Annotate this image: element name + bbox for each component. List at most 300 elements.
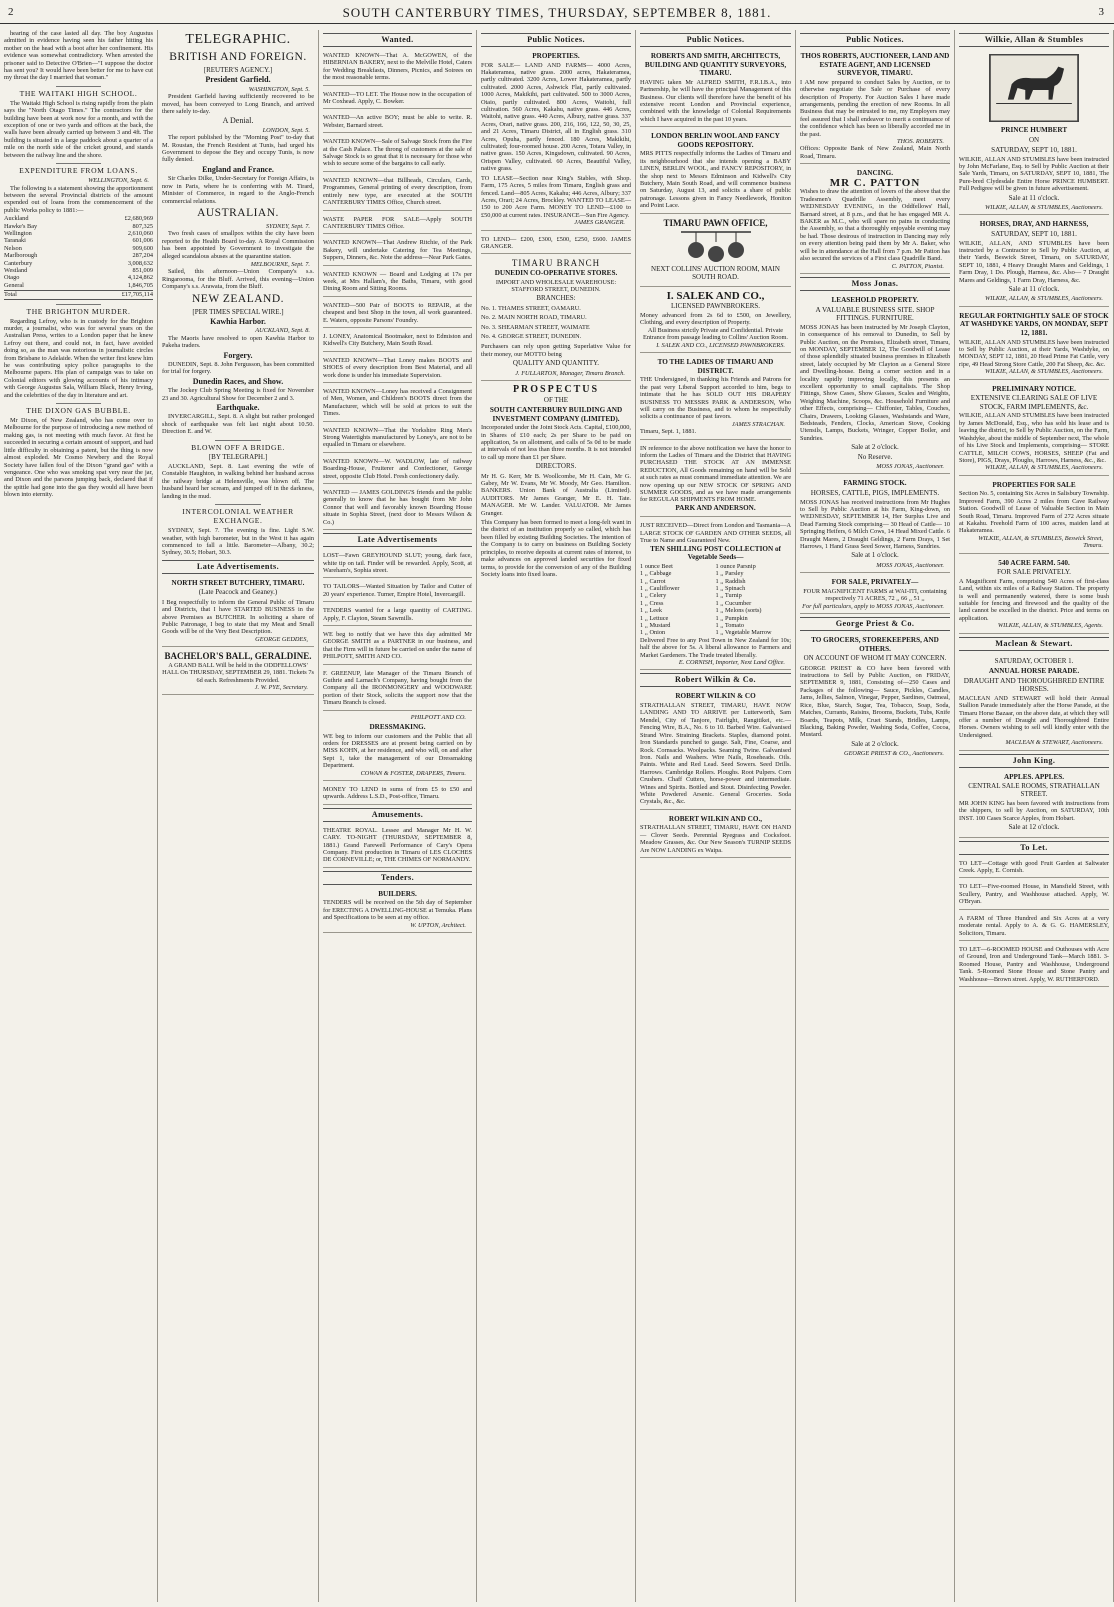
seed-cell: 1 ,, Melons (sorts): [715, 607, 762, 615]
article-earthquake-text: INVERCARGILL, Sept. 8. A slight but rather prolonged shock of earthquake was felt last night about 10.50. Direction E. and W.: [162, 413, 314, 436]
ad-ps-title: PROPERTIES FOR SALE: [992, 480, 1076, 489]
branches-list: [481, 305, 631, 341]
section-wilkie-allan: Wilkie, Allan & Stumbles: [959, 33, 1109, 47]
headline-weather: INTERCOLONIAL WEATHER EXCHANGE.: [162, 504, 314, 525]
ad-hd-sale: Sale at 11 o'clock.: [1008, 285, 1060, 294]
ad-dunedin-branches: BRANCHES:: [536, 294, 576, 303]
loans-amount: 4,124,862: [127, 274, 153, 282]
wanted-ads-list: [323, 50, 472, 530]
agency-label-bridge: [BY TELEGRAPH.]: [208, 452, 268, 461]
ad-dunedin-title-2: DUNEDIN CO-OPERATIVE STORES.: [494, 268, 618, 277]
ad-dressmaking-sign: COWAN & FOSTER, DRAPERS, Timaru.: [360, 769, 466, 777]
ad-robert-wilkin: [640, 690, 791, 809]
ad-jk-title: APPLES. APPLES.: [1003, 772, 1065, 781]
loans-district: Marlborough: [4, 252, 38, 260]
branch-item: No. 3. SHEARMAN STREET, WAIMATE: [481, 323, 590, 331]
page-number-right: 3: [1098, 6, 1104, 18]
ad-ps-body: Section No. 5, containing Six Acres in Salisbury Township. Improved Farm, 390 Acres 2 miles from Cave Railway Station. Goodwill of Lease of Valuable Section in Main South Road, Timaru. Improved Farm of 272 Acres situate at Kakahu. Freehold Farm of 100 acres, maiden land at Hakateramea.: [959, 490, 1109, 535]
loans-district: Hawke's Bay: [4, 222, 38, 230]
section-public-notices-1: Public Notices.: [481, 33, 631, 47]
ad-leasehold: [800, 294, 950, 475]
seed-row: [640, 570, 791, 577]
dateline-melbourne: MELBOURNE, Sept. 7.: [250, 260, 310, 268]
article-bridge-text: AUCKLAND, Sept. 8. Last evening the wife of Constable Haughton, in walking behind her husband across the railway bridge at Helensville, was blown off. The husband heard her scream, and jumped off in the darkness, landing in the mud.: [162, 463, 314, 500]
ad-seeds-body: JUST RECEIVED—Direct from London and Tasmania—A LARGE STOCK OF GARDEN AND OTHER SEEDS, all True to Name and Guaranteed New.: [640, 522, 791, 545]
headline-british-foreign: BRITISH AND FOREIGN.: [169, 51, 307, 63]
seed-cell: 1 ,, Onion: [640, 629, 666, 637]
seed-cell: 1 ,, Carrot: [640, 577, 666, 585]
ad-ms-date: SATURDAY, OCTOBER 1.: [994, 656, 1074, 665]
ad-seeds: [640, 520, 791, 670]
article-brighton-text: Regarding Lefroy, who is in custody for the Brighton murder, a journalist, who was for several years on the Australian Press, writes to a London paper that he knew Lefroy out there, and could not, in fact, have avoided doing so, as the man was notorious in journalistic circles from Brisbane to Adelaide. When the writer first knew him he was contributing spicy police paragraphs to the Melbourne papers. His plan of campaign was to take on Colonial editors with glowing accounts of his intimacy with George Augustus Sala, William Black, Henry Irving, and the celebrities of the day in literature and art.: [4, 317, 153, 399]
ad-prospectus-company: SOUTH CANTERBURY BUILDING AND INVESTMENT COMPANY (LIMITED).: [489, 406, 623, 423]
seed-cell: 1 ,, Leek: [640, 607, 663, 615]
seed-row: [640, 563, 791, 570]
ad-rw2-body: STRATHALLAN STREET, TIMARU, HAVE ON HAND— Clover Seeds. Perennial Ryegrass and Cocksfoot. Meadow Grasses, &c. Our New Season's TURNIP SEEDS Are NOW LANDING ex Waipa.: [640, 824, 791, 854]
loans-row: [4, 237, 153, 244]
ad-jk-body: MR JOHN KING has been favored with instructions from the shippers, to sell by Auction, on SATURDAY, 10th INST. 100 Cases Scarce Apples, from Hobart.: [959, 800, 1109, 822]
ad-seeds-body-2: Delivered Free to any Post Town in New Zealand for 10s; half the above for 5s. A liberal allowance to Farmers and Market Gardeners. The Trade treated liberally.: [640, 636, 791, 659]
ad-roberts-smith: [640, 50, 791, 127]
ad-salek: [640, 290, 791, 353]
ad-rs-title: ROBERTS AND SMITH, ARCHITECTS, BUILDING AND QUANTITY SURVEYORS, TIMARU.: [644, 52, 787, 78]
section-amusements: Amusements.: [323, 808, 472, 822]
ad-hd-body: WILKIE, ALLAN, AND STUMBLES have been instructed by a Contractor to Sell by Public Auction, at their Yards, Beswick Street, Timaru, on SATURDAY, SEPT 10, 1881, 4 Heavy Draught Mares and Geldings, 1 Farm Dray, 1 Do. Plough, Harness, &c. Also— 7 Draught Mares and Geldings, 1 Farm Dray, Harness, &c.: [959, 239, 1109, 284]
headline-garfield: President Garfield.: [205, 75, 271, 85]
ad-gp-title: TO GROCERS, STOREKEEPERS, AND OTHERS.: [811, 636, 939, 653]
loans-amount: 601,006: [132, 237, 153, 245]
to-let-ad: [959, 881, 1109, 909]
ad-dancing-body: Wishes to draw the attention of lovers of the above that the Tradesmen's Quadrille Assembly, meet every WEDNESDAY EVENING, in the Oddfellows' Hall, Barnard street, at 8 p.m., and that he has engaged MR A. BAKER as M.C., who will spare no pains in conducting the Assembly, so that a thoroughly enjoyable evening may be had. Those desirous of instruction in Dancing may rely on every attention being paid them by Mr A. Baker, who will be in attendance at the Hall from 7 p.m. Mr Patton has also secured the services of a First class Quadrille Band.: [800, 188, 950, 263]
ad-priv-sign: For full particulars, apply to MOSS JONAS, Auctioneer.: [802, 602, 944, 610]
section-wanted: Wanted.: [323, 33, 472, 47]
loans-row: [4, 230, 153, 237]
ad-prospectus-of: OF THE: [543, 395, 569, 404]
branch-item: No. 4. GEORGE STREET, DUNEDIN.: [481, 332, 582, 340]
seed-cell: 1 ,, Parsley: [715, 570, 744, 578]
column-2: [158, 30, 319, 1602]
ad-hd-date: SATURDAY, SEPT 10, 1881.: [991, 230, 1077, 239]
ad-ball-sign: J. W. PYE, Secretary.: [254, 683, 308, 691]
agency-label-nz: [PER TIMES SPECIAL WIRE.]: [192, 307, 284, 316]
loans-district: Westland: [4, 266, 28, 274]
ad-fs-sale: Sale at 1 o'clock.: [851, 551, 899, 560]
seed-cell: 1 ,, Lettuce: [640, 614, 669, 622]
ad-for-sale-privately: [800, 576, 950, 614]
wanted-ad-text: WANTED KNOWN—That the Yorkshire Ring Men's Strong Watertights manufactured by Loney's, are not to be equalled in Timaru or elsewhere.: [323, 426, 472, 449]
loans-district: Auckland: [4, 215, 29, 223]
ad-jk-sale: Sale at 12 o'clock.: [1008, 823, 1060, 832]
column-5: [636, 30, 796, 1602]
ad-tr-body: I AM now prepared to conduct Sales by Auction, or to otherwise negotiate the Sale or Purchase of every description of Property. For Auction Sales I have made arrangements, pending the erection of new Rooms. In all Business that may be entrusted to me, my Employers may feel assured that I shall endeavor to merit a continuance of the confidence which has been so liberally accorded me in the past.: [800, 78, 950, 138]
seed-row: [640, 600, 791, 607]
article-forgery-text: DUNEDIN, Sept. 8. John Fergusson, has been committed for trial for forgery.: [162, 361, 314, 376]
section-late-ads-c3: Late Advertisements: [323, 533, 472, 547]
section-to-let: To Let.: [959, 841, 1109, 855]
loans-amount: 909,600: [132, 244, 153, 252]
ad-fs-body: MOSS JONAS has received instructions from Mr Hughes to Sell by Public Auction at his Farm, King-down, on WEDNESDAY, SEPTEMBER 14, Her Surplus Live and Dead Farming Stock comprising— 30 Head of Cattle— 10 Springing Heifers, 6 Milch Cows, 14 Head Mixed Cattle. 6 Draught Mares, 2 Draught Geldings, 2 Farm Drays, 1 Set Harrows, 1 Hand Grass Seed Sower, Harness, Sundries.: [800, 498, 950, 551]
ad-prospectus-body: Incorporated under the Joint Stock Acts. Capital, £100,000, in Shares of £10 each; 2s per Share to be paid on application, 5s on allotment, and calls of 5s 0d to be made at intervals of not less than three months. It is not intended to call up more than £1 per Share.: [481, 424, 631, 461]
ad-fsp-sign: WILKIE, ALLAN, & STUMBLES, Agents.: [997, 622, 1103, 630]
late-ad-text: TENDERS wanted for a large quantity of CARTING. Apply, F. Clayton, Steam Sawmills.: [323, 607, 472, 622]
seed-row: [640, 629, 791, 636]
ad-priv-title: FOR SALE, PRIVATELY—: [831, 578, 919, 587]
late-ad-text: TO TAILORS—Wanted Situation by Tailor and Cutter of 20 years' experience. Turner, Empire Hotel, Invercargill.: [323, 583, 472, 598]
ad-ball-title: BACHELOR'S BALL, GERALDINE.: [164, 651, 312, 662]
ad-properties-body: FOR SALE— LAND AND FARMS— 4000 Acres, Hakateramea, native grass. 2000 acres, Hakateramea, partly cultivated. 3200 Acres, Lower Hakateramea, partly cultivated. 2000 Acres, Ashwick Flat, partly cultivated. 1000 Acres, Makikihi, part cultivated. 500 to 3000 Acres, Otaio, partly cultivated. 800 Acres, Waitohi, full cultivation. 560 Acres, Kakahu, native grass. 446 Acres, Waitohi, native grass. 440 Acres, Albury, native grass. 337 Acres, Orari, native grass. 200, 216, 166, 122, 50, 30, 25, and 21 Acres, Timaru District, all in English grass. 310 Acres, Opuha, partly fenced. 180 Acres, Makikihi, cultivated; four-roomed house. 200 Acres, Totara Valley, in native grass. 150 Acres, Kingsdown, cultivated. 90 Acres, Orispen Valley, cultivated. 60 Acres, Beautiful Valley, native grass.: [481, 61, 631, 173]
seed-cell: 1 ,, Cauliflower: [640, 585, 680, 592]
headline-denial: A Denial.: [222, 116, 254, 126]
ad-properties-sign: JAMES GRANGER.: [574, 219, 625, 227]
wanted-ad-text: WANTED—TO LET. The House now in the occupation of Mr Coxhead. Apply, C. Bowker.: [323, 90, 472, 106]
column-1: [0, 30, 158, 1602]
to-let-ad: [959, 913, 1109, 941]
column-6: [796, 30, 955, 1602]
ad-prospectus-body-2: Mr H. G. Kerr, Mr B. Woollcombe, Mr H. Cain, Mr G. Gabey, Mr W. Evans, Mr W. Moody, Mr Geo. Hamilton. BANKERS. Union Bank of Australia (Limited). AUDITORS. Mr James Granger, Mr E. H. Tate. MANAGER. Mr W. Lander. VALUATOR. Mr James Granger.: [481, 472, 631, 517]
horse-illustration-icon: [989, 54, 1079, 122]
wanted-ad: [323, 175, 472, 211]
ad-pre-sign: WILKIE, ALLAN, & STUMBLES, Auctioneers.: [984, 464, 1103, 472]
ad-pa-body: IN reference to the above notification we have the honor to inform the Ladies of Timaru and the District that HAVING PURCHASED THE STOCK AT AN IMMENSE REDUCTION, All Goods remaining on hand will be Sold at such rates as must command immediate attention. We are now opening up our NEW STOCK OF SPRING AND SUMMER GOODS, and as we have made arrangements for REGULAR SHIPMENTS FROM HOME.: [640, 444, 791, 504]
ad-mj-title-2: A VALUABLE BUSINESS SITE. SHOP FITTINGS. FURNITURE.: [815, 305, 935, 323]
wanted-ad: [323, 456, 472, 484]
late-ad: [323, 668, 472, 711]
loans-amount: 3,008,632: [127, 259, 153, 267]
wanted-ad-text: WANTED KNOWN — Board and Lodging at 17s per week, at Mrs Hallam's, the Baths, Timaru, with good Dining Room and Sitting Rooms.: [323, 270, 472, 293]
loans-district: General: [4, 281, 24, 289]
ad-apples: [959, 771, 1109, 838]
ad-ph-title: PRINCE HUMBERT: [1000, 126, 1068, 134]
late-ad-text: WE beg to notify that we have this day admitted Mr GEORGE SMITH as a PARTNER in our business, and that the Firm will in future be carried on under the name of PHILPOTT, SMITH AND CO.: [323, 630, 472, 661]
seed-cell: 1 ,, Cucumber: [715, 599, 752, 607]
ad-hd-sign: WILKIE, ALLAN, & STUMBLES, Auctioneers.: [984, 295, 1103, 303]
ad-dressmaking-title: DRESSMAKING.: [369, 723, 426, 731]
ad-salek-sub: LICENSED PAWNBROKERS.: [670, 301, 761, 310]
late-ad: [323, 605, 472, 626]
loans-amount: 287,204: [132, 252, 153, 260]
ad-thos-roberts: [800, 50, 950, 164]
headline-waitaki: THE WAITAKI HIGH SCHOOL.: [4, 86, 153, 98]
wanted-ad: [323, 89, 472, 110]
section-public-notices-3: Public Notices.: [800, 33, 950, 47]
ad-ladies-body: THE Undersigned, in thanking his Friends and Patrons for the past very Liberal Support accorded to him, begs to intimate that he has SOLD OUT HIS DRAPERY BUSINESS TO MESSRS PARK & ANDERSON, Who will carry on the Business, and to whom he respectfully solicits a continuance of past favors.: [640, 376, 791, 421]
ad-ms-sign: MACLEAN & STEWART, Auctioneers.: [1005, 739, 1103, 747]
column-4: [477, 30, 636, 1602]
seed-cell: 1 ounce Parsnip: [715, 562, 756, 570]
headline-dunedin-races: Dunedin Races, and Show.: [192, 376, 284, 386]
loans-row: [4, 282, 153, 289]
loans-total-value: £17,705,114: [121, 291, 153, 299]
late-ad: [323, 629, 472, 665]
ad-mj-title: LEASEHOLD PROPERTY.: [831, 295, 919, 304]
ad-ball: [162, 650, 314, 695]
ad-bw-body: MRS PITTS respectfully informs the Ladies of Timaru and its neighbourhood that she intends opening a BABY LINEN, BERLIN WOOL, and FANCY REPOSITORY, in the shop next to Messrs Edminson and Kidwell's City Butchery, Main South Road, and will commence business on Saturday, August 13, and solicits a share of public patronage. Lessons given in Fancy Needlework, Honiton and Point Lace.: [640, 150, 791, 210]
article-waitaki-text: The Waitaki High School is rising rapidly from the plain says the "North Otago Times." The contractors for the building have been at work now for a month, and with the exception of one or two yards and offices at the back, the walls have been already carried up between 3 and 4ft. The building is situated in a large paddock about a quarter of a mile on the north side of the cricket ground, and stands between the railway line and the shore.: [4, 99, 153, 159]
ad-pa-sign: PARK AND ANDERSON.: [675, 503, 756, 512]
to-let-ad-text: TO LET—6-ROOMED HOUSE and Outhouses with Acre of Ground, Iron and Underground Tank—March 1881. 3-Roomed House, Pantry and Washhouse, Underground Tank. 5-Roomed Stone House and Stone Pantry and Washhouse—Brown street. Apply, W. RUTHERFORD.: [959, 945, 1109, 983]
ad-ladies-date: Timaru, Sept. 1, 1881.: [640, 428, 697, 436]
headline-telegraphic: TELEGRAPHIC.: [185, 32, 291, 47]
ad-rw-title: ROBERT WILKIN & CO: [675, 692, 756, 701]
ad-dressmaking-body: WE beg to inform our customers and the Public that all orders for DRESSES are at present being carried on by MISS KOHN, at her residence, and who will, on and after Sept 1, take the management of our Dressmaking Department.: [323, 732, 472, 770]
wanted-ad: [323, 237, 472, 265]
ad-farming-stock: [800, 477, 950, 573]
dateline-australian: SYDNEY, Sept. 7.: [265, 222, 310, 230]
ad-to-lend: [481, 234, 631, 255]
late-ad-text: F. GREENUP, late Manager of the Timaru Branch of Guthrie and Larnach's Company, having bought from the Company all the IRONMONGERY and WOODWARE portion of their Stock, solicits the support now that the Timaru Branch is closed.: [323, 669, 472, 707]
loans-amount: 1,846,705: [127, 281, 153, 289]
ad-park-anderson: [640, 443, 791, 518]
dateline-kawhia: AUCKLAND, Sept. 8.: [255, 327, 310, 335]
ad-prospectus-directors: DIRECTORS.: [535, 462, 577, 471]
headline-blown-off-bridge: BLOWN OFF A BRIDGE.: [162, 440, 314, 452]
seed-cell: 1 ,, Vegetable Marrow: [715, 629, 772, 637]
ad-fs-title-2: HORSES, CATTLE, PIGS, IMPLEMENTS.: [810, 489, 940, 497]
section-late-advertisements: Late Advertisements.: [162, 560, 314, 574]
ad-gp-body: GEORGE PRIEST & CO have been favored with instructions to Sell by Public Auction, on FRIDAY, SEPTEMBER 9, 1881, Consisting of—250 Cases and Packages of the following— Sauce, Pickles, Candles, Jams, Jellies, Salmon, Vinegar, Pepper, Sardines, Oatmeal, Rice, Blue, Starch, Sugar, Tea, Tobacco, Soap, Soda, Matches, Currants, Raisins, Brooms, Buckets, Tubs, Knife Boards, Teapots, Milk, Cruet Stands, Bridles, Lamps, Blacking, Baking Powder, Washing Soda, Coffee, Cocoa, Mustard.: [800, 664, 950, 739]
section-tenders: Tenders.: [323, 871, 472, 885]
loans-row: [4, 260, 153, 267]
loans-amount: £2,680,969: [124, 215, 153, 223]
branch-item: No. 2. MAIN NORTH ROAD, TIMARU.: [481, 314, 587, 322]
ad-ph-sign: WILKIE, ALLAN, & STUMBLES, Auctioneers.: [984, 204, 1103, 212]
ad-properties-title: PROPERTIES.: [532, 52, 580, 60]
seed-row: [640, 578, 791, 585]
ad-robert-wilkin-2: [640, 813, 791, 858]
ad-mj-sign: MOSS JONAS, Auctioneer.: [876, 463, 944, 470]
wanted-ad-text: WANTED — JAMES GOLDING'S friends and the public generally to know that he has bought from Mr John Connor that well and favorably known Boarding House situate in Sophia Street, (next door to Messrs Wilson & Co.): [323, 489, 472, 526]
wanted-ad-text: WANTED KNOWN—That Andrew Ritchie, of the Park Bakery, will undertake Catering for Tea Meetings, Suppers, Dinners, &c. Note the address—Near Park Gates.: [323, 239, 472, 262]
ad-tenders: [323, 888, 472, 933]
ad-rw2-title: ROBERT WILKIN AND CO.,: [668, 814, 763, 823]
seed-row: [640, 585, 791, 592]
ad-dancing-header: DANCING.: [856, 169, 894, 178]
loans-row: [4, 215, 153, 222]
ad-ph-date: SATURDAY, SEPT 10, 1881.: [991, 146, 1077, 154]
ad-salek-body: Money advanced from 2s 6d to £500, on Jewellery, Clothing, and every description of Property.: [640, 312, 791, 327]
wanted-ad-text: WANTED KNOWN—That A. McGOWEN, of the HIBERNIAN BAKERY, next to the Melville Hotel, Caters for Wedding Breakfasts, Dinners, Picnics, and Soirees on the most reasonable terms.: [323, 52, 472, 82]
ad-ms-title: ANNUAL HORSE PARADE.: [988, 667, 1080, 675]
seed-cell: 1 ,, Mustard: [640, 622, 671, 630]
ad-prospectus-body-3: This Company has been formed to meet a long-felt want in the district of an institution properly so called, which has been filled by existing Building Societies. The intention of the Company is to carry on business on Building Society principles, to receive deposits at current rates of interest, to make advances on approved landed securities for fixed terms, to provide for the conversion of any of the Building Society loans into fixed loans.: [481, 519, 631, 578]
ad-dunedin-stores: [481, 257, 631, 381]
article-garfield-text: President Garfield having sufficiently recovered to be moved, has been conveyed to Long Branch, and arrived there safely to-day.: [162, 93, 314, 116]
seed-cell: 1 ,, Cress: [640, 599, 664, 607]
ad-salek-body-2: All Business strictly Private and Confidential. Private Entrance from passage leading to Collins' Auction Room.: [643, 326, 788, 342]
late-ad: [323, 581, 472, 602]
ad-gp-sale: Sale at 2 o'clock.: [851, 739, 899, 748]
loans-district: Wellington: [4, 229, 32, 237]
headline-brighton: THE BRIGHTON MURDER.: [4, 304, 153, 316]
ad-rs-body: HAVING taken Mr ALFRED SMITH, F.R.I.B.A., into Partnership, he will have the principal Management of this Business. Our clients will therefore have the benefit of his extensive recent London and Provincial experience, combined with the knowledge of Colonial Requirements which I have acquired in the past 10 years.: [640, 78, 791, 123]
ad-fsp-title: FOR SALE PRIVATELY.: [997, 568, 1071, 577]
ad-pre-title-2: EXTENSIVE CLEARING SALE OF LIVE STOCK, FARM IMPLEMENTS, &c.: [970, 394, 1098, 411]
ad-fsp-body: A Magnificent Farm, comprising 540 Acres of first-class Land, within six miles of a Railway Station. The property is well and permanently watered, there is some bush suitable for fencing and firewood and the quality of the land cannot be excelled in the district. Price and terms on application.: [959, 577, 1109, 622]
ad-tr-office: Offices: Opposite Bank of New Zealand, Main North Road, Timaru.: [800, 145, 950, 160]
wanted-ad-text: WASTE PAPER FOR SALE—Apply SOUTH CANTERBURY TIMES Office.: [323, 215, 472, 230]
ad-pre-title: PRELIMINARY NOTICE.: [992, 384, 1076, 393]
wanted-ad: [323, 487, 472, 530]
column-3: [319, 30, 477, 1602]
seed-cell: 1 ,, Tomato: [715, 622, 744, 630]
ad-mj-sale: Sale at 2 o'clock.: [851, 443, 899, 452]
ad-dancing-title: MR C. PATTON: [829, 176, 921, 189]
wanted-ad-text: J. LONEY, Anatomical Bootmaker, next to Edmiston and Kidwell's City Butchery, Main South Road.: [323, 332, 472, 348]
loans-row: [4, 274, 153, 281]
headline-australian: AUSTRALIAN.: [197, 206, 279, 219]
ad-dunedin-sign: J. FULLARTON, Manager, Timaru Branch.: [515, 369, 625, 377]
ad-salek-title: I. SALEK AND CO.,: [666, 290, 765, 303]
ad-tr-sign: THOS. ROBERTS.: [896, 138, 944, 146]
seed-row: [640, 622, 791, 629]
wanted-ad-text: WANTED KNOWN—W. WADLOW, late of railway Boarding-House, Fruiterer and Confectioner, George street, opposite Club Hotel. Fresh confectionery daily.: [323, 457, 472, 480]
loans-row: [4, 245, 153, 252]
ad-ladies-title: TO THE LADIES OF TIMARU AND DISTRICT.: [657, 358, 774, 375]
late-ads-list: [323, 550, 472, 711]
to-let-ad-text: TO LET—Cottage with good Fruit Garden at Saltwater Creek. Apply, E. Cornish.: [959, 859, 1109, 875]
loans-row: [4, 252, 153, 259]
wanted-ad-text: WANTED KNOWN—That Loney makes BOOTS and SHOES of every description from Best Material, and all work done is under his immediate Supervision.: [323, 356, 472, 379]
loans-total-row: [4, 290, 153, 299]
to-let-ad: [959, 944, 1109, 987]
ad-butchery-title: NORTH STREET BUTCHERY, TIMARU.: [171, 578, 305, 587]
ad-pre-body: WILKIE, ALLAN AND STUMBLES have been instructed by James McDonald, Esq., who has sold his lease and is leaving the district, to Sell by Public Auction, on the Farm, Washdyke, about the middle of September next, The whole of his Live Stock and Implements, comprising— STORE CATTLE, MILCH COWS, HORSES, SHEEP (Fat and Store), PIGS, Drays, Ploughs, Harrows, Harness, &c., &c.: [959, 412, 1109, 464]
seed-row: [640, 615, 791, 622]
ad-to-lend-body: TO LEND— £200, £300, £500, £250, £600. JAMES GRANGER.: [481, 235, 631, 250]
seeds-table: [640, 563, 791, 637]
wanted-ad-text: WANTED KNOWN—Loney has received a Consignment of Men, Women, and Children's BOOTS direct from the Manufacturer, which will be sold at prices to suit the Times.: [323, 388, 472, 418]
ad-salek-sign: I. SALEK AND CO., LICENSED PAWNBROKERS.: [656, 341, 785, 349]
ad-dunedin-motto: QUALITY AND QUANTITY.: [512, 359, 600, 368]
ad-ladies-sign: JAMES STRACHAN.: [731, 420, 785, 428]
seed-cell: 1 ,, Cabbage: [640, 570, 672, 578]
loans-amount: 2,610,060: [127, 229, 153, 237]
ad-prospectus-title: PROSPECTUS: [512, 384, 600, 395]
ad-ms-body: MACLEAN AND STEWART will hold their Annual Stallion Parade immediately after the Horse Parade, at the Timaru Horse Bazaar, on the above date, at which they will offer a number of Draught and Thoroughbred Entire Horses. Owners wishing to sell will kindly enter with the Undersigned.: [959, 694, 1109, 739]
wanted-ad: [323, 214, 472, 235]
article-dunedin-races-text: The Jockey Club Spring Meeting is fixed for November 23 and 30. Agricultural Show for December 2 and 3.: [162, 387, 314, 402]
ad-dunedin-title: TIMARU BRANCH: [511, 258, 601, 269]
sig-philpott: PHILPOTT AND CO.: [410, 713, 466, 721]
wanted-ad-text: WANTED KNOWN—Sale of Salvage Stock from the Fire at the Cash Palace. The throng of customers at the sale of Salvage Stock is so great that it is necessary for those who wish to secure some of the bargains to call early.: [323, 138, 472, 168]
ad-ps-sign: WILKIE, ALLAN, & STUMBLES, Beswick Street, Timaru.: [978, 534, 1103, 550]
ad-properties: [481, 50, 631, 231]
loans-district: Otago: [4, 274, 20, 282]
ad-money-lend: [323, 784, 472, 805]
wanted-ad: [323, 386, 472, 422]
ad-pawn-sub: NEXT COLLINS' AUCTION ROOM, MAIN SOUTH ROAD.: [651, 265, 780, 281]
loans-district: Canterbury: [4, 259, 33, 267]
dateline-loans: WELLINGTON, Sept. 6.: [88, 177, 149, 185]
ad-berlin-wool: [640, 130, 791, 213]
seed-cell: 1 ounce Beet: [640, 562, 673, 570]
ad-properties-sale: [959, 479, 1109, 554]
dateline-garfield: WASHINGTON, Sept. 5.: [248, 85, 310, 93]
column-7: [955, 30, 1114, 1602]
ad-dunedin-body: IMPORT AND WHOLESALE WAREHOUSE: STAFFORD STREET, DUNEDIN.: [495, 278, 617, 293]
ad-money-lend-body: MONEY TO LEND in sums of from £5 to £50 and upwards. Address L.S.D., Post-office, Timaru.: [323, 786, 472, 801]
wanted-ad-text: WANTED—500 Pair of BOOTS to REPAIR, at the cheapest and best Shop in the town, all work guaranteed. E. Waters, opposite Parsons' Foundry.: [323, 301, 472, 324]
to-let-list: [959, 858, 1109, 987]
ad-ladies: [640, 356, 791, 439]
seed-cell: 1 ,, Raddish: [715, 577, 746, 585]
late-ad: [323, 550, 472, 578]
headline-kawhia: Kawhia Harbor.: [210, 316, 266, 326]
ad-george-priest: [800, 634, 950, 760]
ad-butchery-sub: (Late Peacock and Geaney.): [198, 588, 278, 597]
masthead: [0, 0, 1114, 24]
seed-cell: 1 ,, Pumpkin: [715, 614, 748, 622]
seed-row: [640, 592, 791, 599]
wanted-ad: [323, 300, 472, 328]
ad-seeds-sign: E. CORNISH, Importer, Next Land Office.: [678, 659, 785, 667]
ad-hd-title: HORSES, DRAY, AND HARNESS,: [979, 220, 1089, 229]
section-robert-wilkin: Robert Wilkin & Co.: [640, 673, 791, 687]
ad-horses-dray: [959, 218, 1109, 306]
loans-row: [4, 267, 153, 274]
ad-butchery: [162, 577, 314, 647]
ad-mj-noreserve: No Reserve.: [857, 452, 893, 461]
loans-district: Nelson: [4, 244, 22, 252]
loans-district: Taranaki: [4, 237, 26, 245]
article-kawhia-text: The Maoris have resolved to open Kawhia Harbor to Pakeha traders.: [162, 334, 314, 350]
ad-butchery-sign: GEORGE GEDDES,: [255, 635, 308, 643]
headline-dixon: THE DIXON GAS BUBBLE.: [4, 403, 153, 415]
wanted-ad: [323, 331, 472, 352]
ad-ms-title-2: DRAUGHT AND THOROUGHBRED ENTIRE HORSES.: [963, 676, 1105, 694]
ad-priv-body: FOUR MAGNIFICENT FARMS at WAI-ITI, containing respectively 71 ACRES, 72 ,, 66 ,, 51 ,,: [803, 587, 947, 603]
ad-dancing: [800, 167, 950, 274]
ad-fort-body: WILKIE, ALLAN AND STUMBLES have been instructed to Sell by Public Auction, at their Yards, Washdyke, on MONDAY, SEPT 12, 1881, 20 Head Prime Fat Cattle, very ripe, 49 Head Strong Store Cattle, 200 Fat Sheep, &c. &c.: [959, 338, 1109, 368]
ad-seeds-title: TEN SHILLING POST COLLECTION of Vegetable Seeds—: [650, 544, 781, 562]
pawnbroker-balls-icon: [641, 228, 791, 264]
ad-ball-body: A GRAND BALL Will be held in the ODDFELLOWS' HALL On THURSDAY, SEPTEMBER 29, 1881. Tickets 7s 6d each. Refreshments Provided.: [162, 661, 314, 684]
page-number-left: 2: [8, 6, 14, 18]
wanted-ad-text: WANTED—An active BOY; must be able to write. R. Webster, Barnard street.: [323, 114, 472, 129]
wanted-ad: [323, 355, 472, 383]
headline-forgery: Forgery.: [223, 350, 253, 360]
ad-butchery-body: I Beg respectfully to inform the General Public of Timaru and Districts, that I have STARTED BUSINESS in the above Premises as BUTCHER. In soliciting a share of Public Patronage, I beg to state that my Meat and Small Goods will be of the Very Best Description.: [162, 598, 314, 636]
dateline-denial: LONDON, Sept. 5.: [262, 126, 310, 134]
headline-england-france: England and France.: [202, 164, 274, 174]
ad-dunedin-p: Purchasers can rely upon getting Superlative Value for their money, our MOTTO being: [481, 343, 631, 358]
ad-bw-title: LONDON BERLIN WOOL AND FANCY GOODS REPOSITORY.: [651, 132, 780, 149]
ad-fort-title: REGULAR FORTNIGHTLY SALE OF STOCK AT WASHDYKE YARDS, ON MONDAY, SEPT 12, 1881.: [959, 311, 1109, 338]
ad-gp-title-2: ON ACCOUNT OF WHOM IT MAY CONCERN.: [803, 654, 947, 663]
to-let-ad-text: A FARM of Three Hundred and Six Acres at a very moderate rental. Apply to A. & G. G. HAMERSLEY, Solicitors, Timaru.: [959, 914, 1109, 937]
headline-new-zealand: NEW ZEALAND.: [191, 292, 285, 305]
ad-acres-title: 540 ACRE FARM. 540.: [998, 558, 1070, 567]
seed-row: [640, 607, 791, 614]
headline-loans: EXPENDITURE FROM LOANS.: [4, 163, 153, 175]
article-england-france-text: Sir Charles Dilke, Under-Secretary for Foreign Affairs, is now in Paris, where he is conferring with M. Tirard, Minister of Commerce, in regard to the Anglo-French commercial relations.: [162, 175, 314, 205]
article-denial-text: The report published by the "Morning Post" to-day that M. Roustan, the French Resident at Tunis, had urged his Government to depose the Bey and occupy Tunis, is now fully denied.: [162, 134, 314, 164]
wanted-ad: [323, 425, 472, 453]
ad-fs-sign: MOSS JONAS, Auctioneer.: [876, 561, 944, 569]
wanted-ad-text: WANTED KNOWN—that Billheads, Circulars, Cards, Programmes, General printing of every description, from entirely new type, are executed at the SOUTH CANTERBURY TIMES Office, Church street.: [323, 176, 472, 207]
ad-tenders-body: TENDERS will be received on the 5th day of September for ERECTING A DWELLING-HOUSE at Temuka. Plans and Specifications to be seen at my office.: [323, 899, 472, 922]
loans-table: [4, 215, 153, 289]
ad-prince-humbert: [959, 50, 1109, 215]
article-melbourne-text: Sailed, this afternoon—Union Company's s.s. Ringarooma, for the Bluff. Arrived, this evening—Union Company's s.s. Arawata, from the Bluff.: [162, 268, 314, 291]
article-intro-text: hearing of the case lasted all day. The boy Augustus admitted in evidence having seen his father hitting his mother on the head with a boot after her confinement. His evidence was somewhat contradictory. When arrested the prisoner said to Detective O'Brien—"I suppose the doctor has sent you? It would have been better for me to have cut my throat the day I married that woman.": [4, 30, 153, 82]
agency-label: [REUTER'S AGENCY.]: [203, 66, 273, 74]
ad-540-acre: [959, 557, 1109, 634]
seed-cell: 1 ,, Celery: [640, 592, 667, 600]
ad-ph-sale: Sale at 11 o'clock.: [1008, 193, 1060, 202]
ad-jk-title-2: CENTRAL SALE ROOMS, STRATHALLAN STREET.: [968, 782, 1100, 798]
article-australian-text: Two fresh cases of smallpox within the city have been reported to the Health Board to-day. A Royal Commission has been appointed by Government to investigate the alleged scandalous abuses at the quarantine station.: [162, 230, 314, 260]
